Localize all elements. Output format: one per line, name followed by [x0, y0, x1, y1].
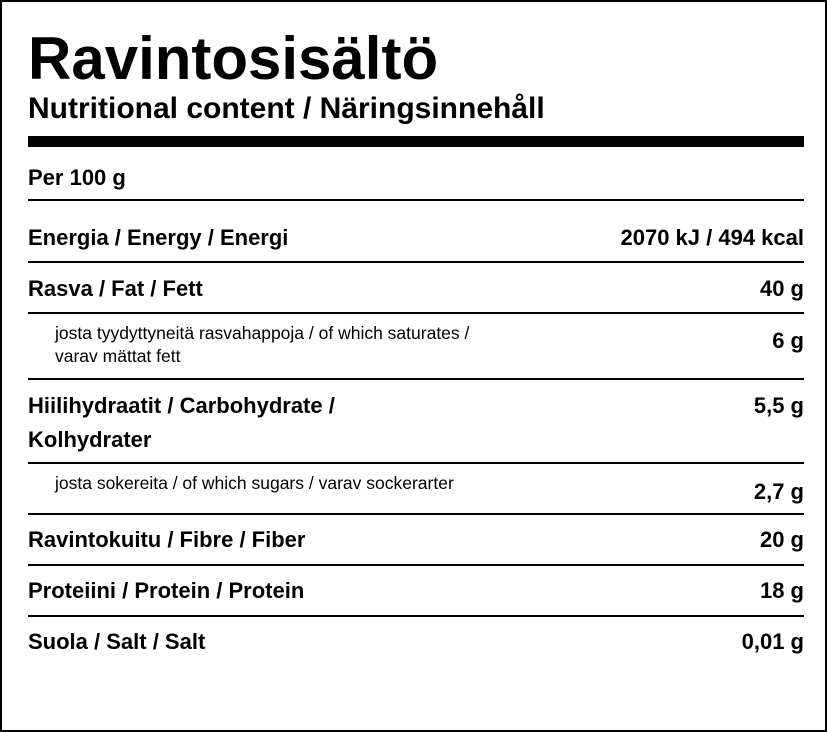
nutrient-amount: 6 g [772, 328, 804, 353]
divider [28, 462, 804, 464]
nutrient-label: Suola / Salt / Salt [28, 629, 206, 654]
divider [28, 513, 804, 515]
nutrient-label-line2: Kolhydrater [28, 427, 152, 452]
nutrient-label-line1: Hiilihydraatit / Carbohydrate / [28, 393, 335, 418]
divider [28, 615, 804, 617]
label-title: Ravintosisältö [28, 25, 439, 92]
nutrient-label: Energia / Energy / Energi [28, 225, 289, 250]
divider [28, 312, 804, 314]
nutrient-label: Rasva / Fat / Fett [28, 276, 203, 301]
divider [28, 564, 804, 566]
nutrient-amount: 20 g [759, 527, 804, 552]
thick-divider [28, 136, 804, 147]
divider [28, 378, 804, 380]
nutrient-sub-label-line1: josta tyydyttyneitä rasvahappoja / of which saturates / [55, 323, 470, 343]
nutrient-amount: 2070 kJ / 494 kcal [620, 225, 804, 250]
label-subtitle: Nutritional content / Näringsinnehåll [28, 92, 545, 125]
nutrient-amount: 18 g [759, 578, 804, 603]
nutrient-amount: 40 g [759, 276, 804, 301]
nutrient-sub-label-line2: varav mättat fett [55, 346, 181, 366]
serving-size: Per 100 g [28, 165, 126, 190]
nutrient-sub-label [55, 322, 469, 368]
nutrient-label: Ravintokuitu / Fibre / Fiber [28, 527, 306, 552]
divider [28, 261, 804, 263]
nutrient-label [28, 389, 335, 457]
nutrient-label: Proteiini / Protein / Protein [28, 578, 305, 603]
divider [28, 199, 804, 201]
nutrient-amount: 0,01 g [741, 629, 804, 654]
nutrient-amount: 5,5 g [753, 393, 804, 418]
nutrient-sub-label: josta sokereita / of which sugars / varav sockerarter [55, 473, 454, 493]
nutrient-amount: 2,7 g [753, 479, 804, 504]
